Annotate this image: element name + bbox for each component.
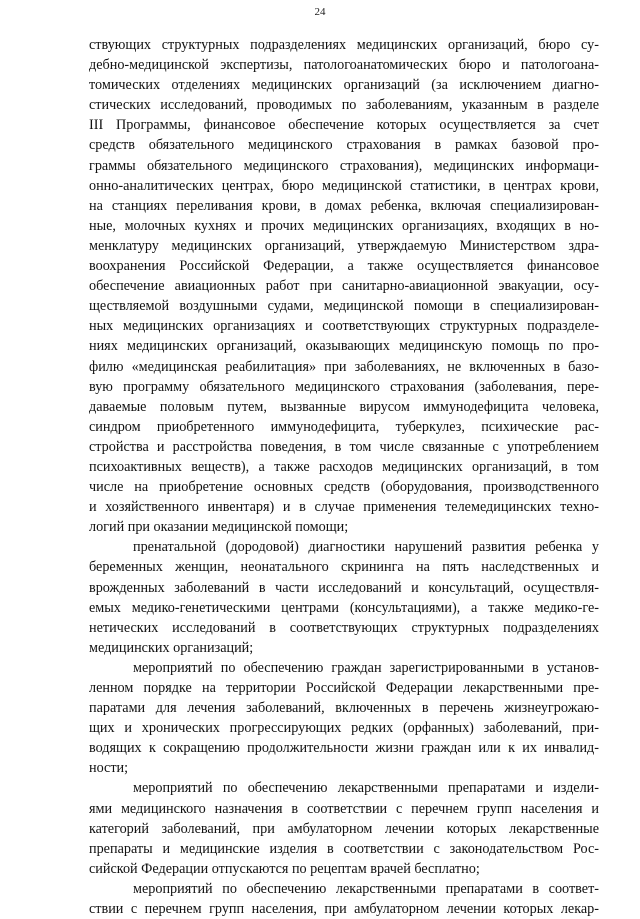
- text-line: медицинских организаций;: [89, 639, 254, 656]
- text-line: вую программу обязательного медицинского страхования (заболевания, пере-: [89, 378, 599, 395]
- paragraph: [89, 658, 599, 779]
- text-line: ствующих структурных подразделениях медицинских организаций, бюро су-: [89, 37, 599, 53]
- text-line: даваемые половым путем, вызванные вирусом иммунодефицита человека,: [89, 398, 599, 415]
- text-line: III Программы, финансовое обеспечение которых осуществляется за счет: [89, 117, 599, 134]
- text-line: средств обязательного медицинского страхования в рамках базовой про-: [89, 137, 599, 154]
- text-line: синдром приобретенного иммунодефицита, туберкулез, психические рас-: [89, 418, 599, 435]
- text-line: препараты и медицинские изделия в соответствии с законодательством Рос-: [89, 840, 599, 857]
- text-line: врожденных заболеваний в части исследований и консультаций, осуществля-: [89, 579, 599, 596]
- page-number: 24: [314, 6, 326, 18]
- text-line: ленном порядке на территории Российской Федерации лекарственными пре-: [89, 680, 599, 696]
- text-line: ниях медицинских организаций, оказывающих медицинскую помощь по про-: [89, 338, 599, 355]
- text-line: стройства и расстройства поведения, в том числе связанные с употреблением: [89, 438, 599, 455]
- text-line: томических отделениях медицинских организаций (за исключением диагно-: [89, 77, 599, 94]
- text-line: психоактивных веществ), а также расходов медицинских организаций, в том: [89, 458, 599, 475]
- text-line: емых медико-генетическими центрами (консультациями), а также медико-ге-: [89, 599, 599, 616]
- text-line: числе на приобретение основных средств (оборудования, производственного: [89, 479, 599, 496]
- text-line: онно-аналитических центрах, бюро медицинской статистики, в центрах крови,: [89, 177, 599, 194]
- text-line: щих и хронических прогрессирующих редких (орфанных) заболеваний, при-: [89, 720, 599, 737]
- text-line: ществляемой воздушными судами, медицинской помощи в специализирован-: [89, 298, 599, 315]
- text-line: стических исследований, проводимых по заболеваниям, указанным в разделе: [89, 97, 599, 114]
- text-line: логий при оказании медицинской помощи;: [89, 519, 349, 536]
- text-line: мероприятий по обеспечению лекарственными препаратами и издели-: [133, 780, 599, 797]
- text-line: на станциях переливания крови, в домах ребенка, включая специализирован-: [89, 197, 599, 214]
- text-line: граммы обязательного медицинского страхования), медицинских информаци-: [89, 157, 599, 174]
- body-text: [89, 35, 599, 919]
- text-line: ями медицинского назначения в соответствии с перечнем групп населения и: [89, 800, 599, 817]
- text-line: категорий заболеваний, при амбулаторном лечении которых лекарственные: [89, 820, 599, 837]
- paragraph: [89, 35, 599, 537]
- text-line: филю «медицинская реабилитация» при заболеваниях, не включенных в базо-: [89, 358, 599, 375]
- text-line: ных медицинских организациях и соответствующих структурных подразделе-: [89, 318, 599, 335]
- text-line: менклатуру медицинских организаций, утверждаемую Министерством здра-: [89, 237, 599, 254]
- text-line: водящих к сокращению продолжительности жизни граждан или к их инвалид-: [89, 740, 599, 757]
- text-line: ствии с перечнем групп населения, при амбулаторном лечении которых лекар-: [89, 901, 599, 918]
- text-line: мероприятий по обеспечению граждан зарегистрированными в установ-: [133, 659, 599, 676]
- text-line: дебно-медицинской экспертизы, патологоанатомических бюро и патологоана-: [89, 57, 599, 74]
- text-line: воохранения Российской Федерации, а также осуществляется финансовое: [89, 258, 599, 275]
- paragraph: [89, 879, 599, 919]
- text-line: паратами для лечения заболеваний, включенных в перечень жизнеугрожаю-: [89, 700, 599, 717]
- text-line: беременных женщин, неонатального скрининга на пять наследственных и: [89, 559, 599, 576]
- text-line: обеспечение авиационных работ при санитарно-авиационной эвакуации, осу-: [89, 278, 599, 295]
- paragraph: [89, 778, 599, 878]
- text-line: и хозяйственного инвентаря) и в случае применения телемедицинских техно-: [89, 499, 599, 516]
- text-line: ные, молочных кухнях и прочих медицинских организациях, входящих в но-: [89, 217, 599, 234]
- text-line: мероприятий по обеспечению лекарственными препаратами в соответ-: [133, 880, 599, 897]
- text-line: ности;: [89, 760, 129, 777]
- paragraph: [89, 537, 599, 658]
- text-line: нетических исследований в соответствующих структурных подразделениях: [89, 619, 599, 636]
- text-line: сийской Федерации отпускаются по рецептам врачей бесплатно;: [89, 860, 480, 877]
- text-line: пренатальной (дородовой) диагностики нарушений развития ребенка у: [133, 539, 599, 556]
